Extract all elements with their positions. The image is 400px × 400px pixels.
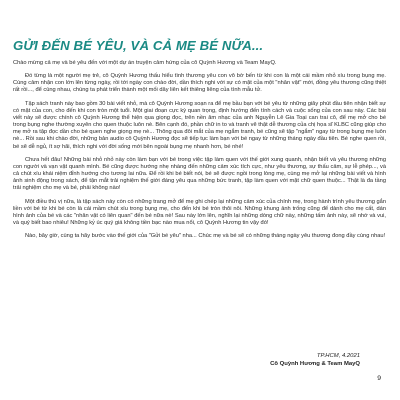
signature-author: Cô Quỳnh Hương & Team MayQ: [270, 361, 360, 367]
memory-pages-paragraph: Một điều thú vị nữa, là tập sách này còn có những trang mở để mẹ ghi chép lại những cảm xúc của chính mẹ, trong hành trình yêu thương gắn liền với bé từ khi bé còn là cái mầm chút xíu trong bụng mẹ, cho đến khi bé tròn thôi nôi. Những khung ảnh trống cũng để dành cho mẹ cất, dán hình ảnh của bé và các "nhân vật có liên quan" đến bé nữa nè! Sau này lớn lên, nghĩn lại những dòng chữ này, những tấm ảnh này, sẽ nhớ và vui, và quý biết bao nhiêu! Những kỷ úc quý giá không tiền bạc nào mua nổi, cô Quỳnh Hương tin vậy đó!: [13, 198, 386, 226]
intro-paragraph: Chào mừng cả mẹ và bé yêu đến với một dự án truyện cảm hứng của cô Quỳnh Hương và Team MayQ.: [13, 60, 277, 66]
mother-story-paragraph: Đó từng là một người mẹ trẻ, cô Quỳnh Hương thấu hiểu tình thương yêu con vô bờ bến từ khi con là một cái mầm nhỏ xíu trong bụng mẹ. Cùng cảm nhận con lớn lên từng ngày, rồi tới ngày con chào đời, dần thích nghi với sự có mặt của một "nhân vật" mới, đồng yêu thương cũng thiệt rất rồi..., để cùng nhau, chúng ta phát triển thành một mối dây liên kết thiêng liêng của tình mẫu tử.: [13, 73, 386, 94]
closing-paragraph: Nào, bây giờ, cùng ta hãy bước vào thế giới của "Gửi bé yêu" nha... Chúc mẹ và bé sẽ có những tháng ngày yêu thương đong đầy cùng nhau!: [25, 233, 386, 240]
page-title: GỬI ĐẾN BÉ YÊU, VÀ CẢ MẸ BÉ NỮA...: [13, 38, 264, 53]
learning-world-paragraph: Chưa hết đâu! Những bài nhỏ nhỏ này còn làm bạn với bé trong việc tập làm quen với thế giới xung quanh, nhận biết và yêu thương những con người và vạn vật quanh mình. Bé cũng được hướng nhẹ nhàng đến những cảm xúc tích cực, như yêu thương, sự thấu cảm, sự lễ phép..., và cả chút xíu khái niệm đỉnh hướng cho tương lai nữa. Để rồi khi bé biết nói, bé sẽ được ngồi trong lòng mẹ, cùng mẹ mở lại những bài viết và hình ảnh sinh động trong sách, để tận mắt trải nghiệm thế giới đáng yêu qua những bức tranh, tập làm quen với mặt chữ quen thuộc... Thật là đa tầng trải nghiệm cho mẹ và bé, phải không nào!: [13, 156, 386, 192]
book-description-paragraph: Tập sách tranh này bao gồm 30 bài viết nhỏ, mà cô Quỳnh Hương soạn ra để mẹ bầu bạn với bé yêu từ những giây phút đầu tiên nhận biết sự có mặt của con, cho đến khi con tròn một tuổi. Một giai đoạn cực kỳ quan trọng, định hướng đến tính cách và cuộc sống của con sau này. Các bài viết này sẽ được chính cô Quỳnh Hương thể hiện qua giọng đọc, trên nền âm nhạc của anh Nguyễn Lê Gia Toại can trai cô, để mẹ mở cho bé trong bụng nghe thường xuyên cho quen thuộc luôn nè. Bên cạnh đó, phần chữ in to và tranh vẽ thật dễ thương của chị họa sĩ KLBC cũng giúp cho mẹ mở ra tập đọc dần cho bé quen nghe giọng mẹ nè... Thông qua đôi mắt của mẹ ngắm tranh, bé cũng sẽ tập "ngắm" ngay từ trong bụng mẹ luôn nè... Rồi sau khi chào đời, những bản audio cô Quỳnh Hương đọc sẽ tiếp tục làm bạn với bé ngay từ những tháng ngày đầu tiên. Bé nghe quen rồi, bé sẽ dễ ngủ, ít sợ hãi, thích nghi với đời sống mới bên ngoài bụng mẹ nhanh hơn, bé nhé!: [13, 100, 386, 150]
page-number: 9: [377, 375, 381, 382]
signature-date: TP.HCM, 4.2021: [316, 353, 360, 359]
signature-block: [210, 352, 360, 368]
